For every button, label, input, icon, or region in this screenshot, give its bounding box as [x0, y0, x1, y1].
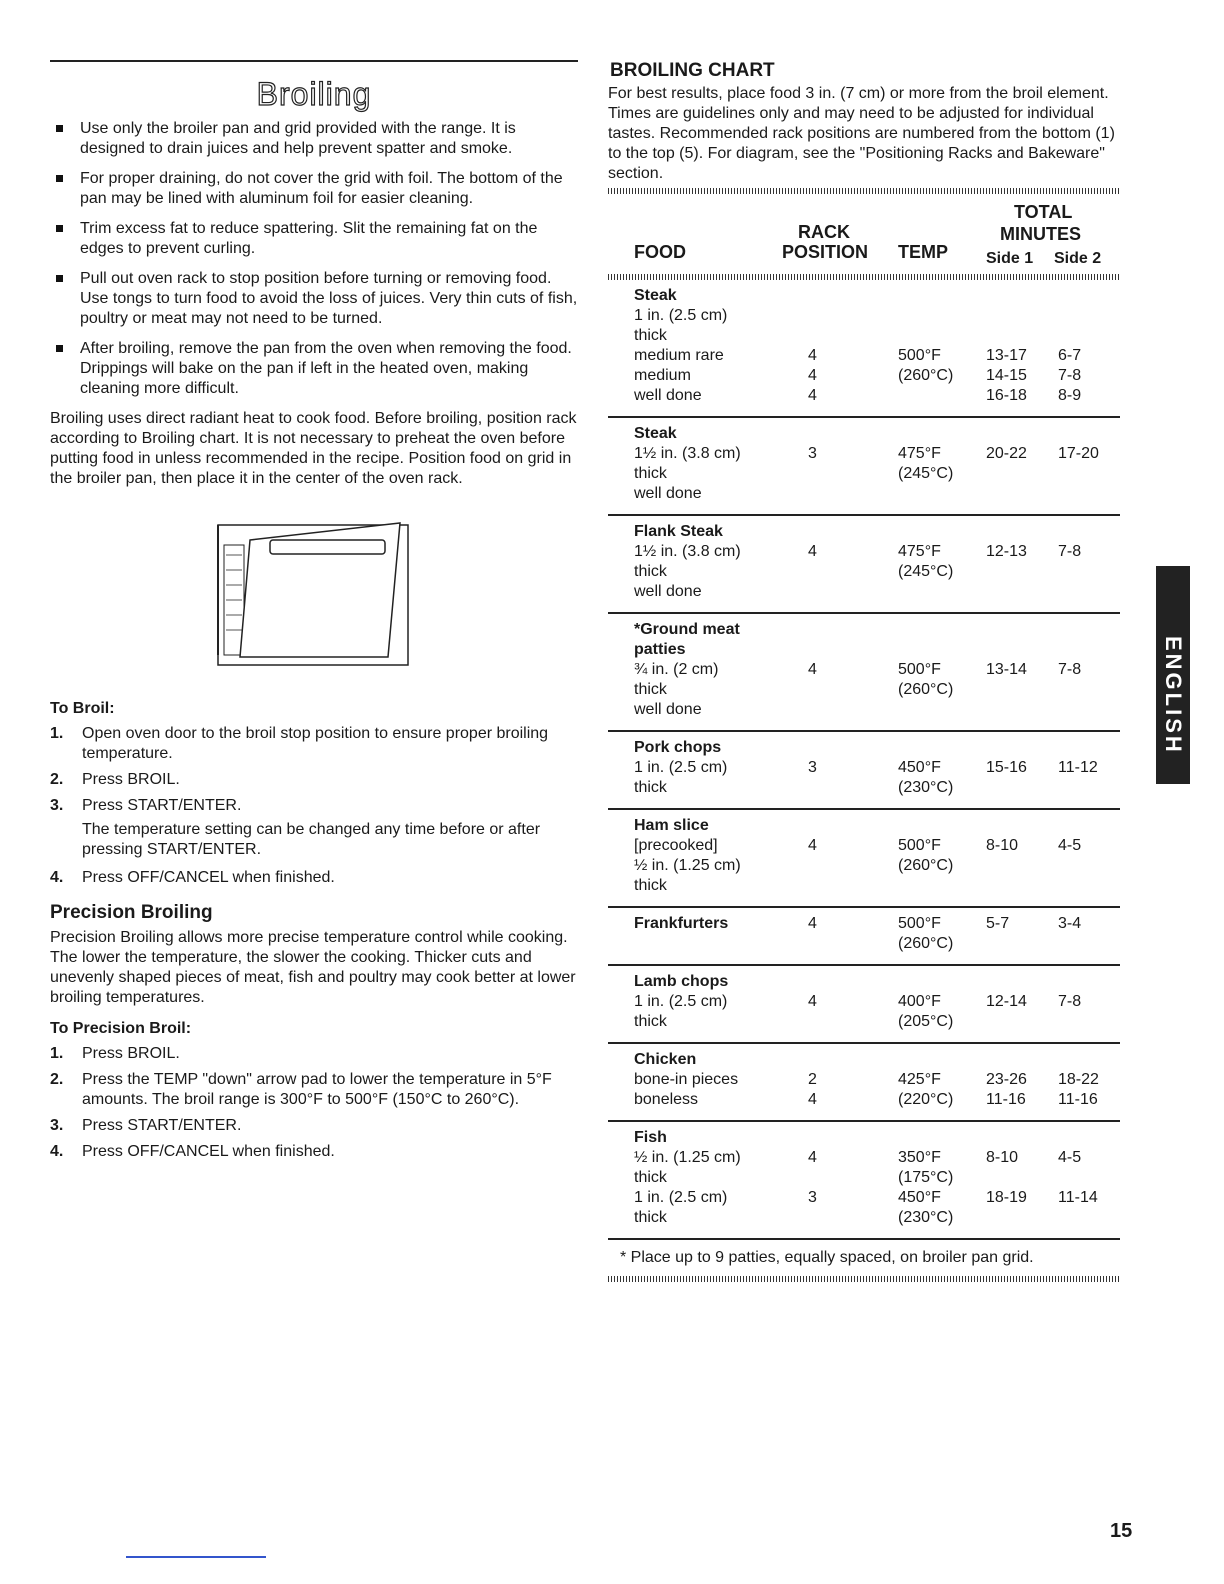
cell-food: thick: [634, 877, 667, 894]
cell-temp: (220°C): [898, 1091, 954, 1108]
food-group-name: patties: [634, 641, 686, 658]
cell-s1: 8-10: [986, 837, 1019, 854]
cell-rack: 4: [808, 1091, 817, 1108]
precision-broiling-heading: Precision Broiling: [50, 902, 213, 923]
cell-temp: 500°F: [898, 661, 941, 678]
cell-food: thick: [634, 563, 667, 580]
cell-s2: 7-8: [1058, 543, 1082, 560]
cell-rack: 4: [808, 1149, 817, 1166]
cell-temp: (260°C): [898, 857, 954, 874]
food-group: [608, 1042, 1120, 1120]
food-group-name: Steak: [634, 287, 677, 304]
header-temp: TEMP: [898, 242, 949, 262]
footer-line: [126, 1556, 266, 1558]
cell-food: thick: [634, 1013, 667, 1030]
bullet-square-icon: [56, 345, 63, 352]
chart-title: BROILING CHART: [610, 60, 775, 81]
cell-rack: 3: [808, 759, 817, 776]
table-row: [608, 992, 1120, 1012]
cell-temp: (245°C): [898, 563, 954, 580]
table-row: [608, 1148, 1120, 1168]
cell-s2: 7-8: [1058, 367, 1082, 384]
cell-food: medium: [634, 367, 691, 384]
food-group-name: Pork chops: [634, 739, 722, 756]
cell-s1: 16-18: [986, 387, 1027, 404]
cell-rack: 4: [808, 367, 817, 384]
food-group-name: Chicken: [634, 1051, 697, 1068]
cell-temp: (260°C): [898, 681, 954, 698]
food-group-name-row: [608, 522, 1120, 542]
cell-food: boneless: [634, 1091, 699, 1108]
food-group: [608, 416, 1120, 514]
cell-food: 1 in. (2.5 cm): [634, 1189, 728, 1206]
cell-temp: (230°C): [898, 1209, 954, 1226]
cell-temp: 500°F: [898, 347, 941, 364]
bullet-square-icon: [56, 275, 63, 282]
cell-temp: 400°F: [898, 993, 941, 1010]
cell-food: 1 in. (2.5 cm): [634, 307, 728, 324]
cell-s2: 18-22: [1058, 1071, 1099, 1088]
bullet-square-icon: [56, 125, 63, 132]
cell-temp: 500°F: [898, 915, 941, 932]
to-precision-broil-heading: To Precision Broil:: [50, 1020, 192, 1037]
food-group-name-row: [608, 286, 1120, 306]
table-row: [608, 306, 1120, 326]
cell-s1: 5-7: [986, 915, 1010, 932]
cell-rack: 4: [808, 993, 817, 1010]
cell-food: ¾ in. (2 cm): [634, 661, 719, 678]
cell-s2: 4-5: [1058, 837, 1082, 854]
cell-food: thick: [634, 779, 667, 796]
cell-rack: 2: [808, 1071, 817, 1088]
cell-s1: 13-14: [986, 661, 1027, 678]
cell-food: [precooked]: [634, 837, 718, 854]
cell-food: thick: [634, 1169, 667, 1186]
cell-temp: (260°C): [898, 367, 954, 384]
food-group-name-row: [608, 424, 1120, 444]
precision-broiling-text: Precision Broiling allows more precise temperature control while cooking. The lower the temperature, the slower the cooking. Thicker cuts and unevenly shaped pieces of meat, fish and poultry may cook better at lower broiling temperatures.: [50, 929, 576, 1006]
table-row: [608, 1012, 1120, 1032]
food-group-name: Flank Steak: [634, 523, 723, 540]
cell-s1: 15-16: [986, 759, 1027, 776]
food-group-name: Lamb chops: [634, 973, 729, 990]
chart-header: [608, 194, 1120, 274]
section-title: Broiling: [256, 76, 372, 112]
food-group-name: Ham slice: [634, 817, 709, 834]
food-group-name: Steak: [634, 425, 677, 442]
chart-intro: For best results, place food 3 in. (7 cm) or more from the broil element. Times are guidelines only and may need to be adjusted for individual tastes. Recommended rack positions are numbered from the bottom (1) to the top (5). For diagram, see the "Positioning Racks and Bakeware" section.: [608, 85, 1115, 182]
tip-item: Trim excess fat to reduce spattering. Slit the remaining fat on the edges to prevent curling.: [50, 219, 578, 259]
food-group-name-row: [608, 640, 1120, 660]
table-row: [608, 934, 1120, 954]
table-row: [608, 542, 1120, 562]
cell-food: well done: [634, 387, 702, 404]
cell-food: thick: [634, 1209, 667, 1226]
table-row: [608, 464, 1120, 484]
tip-item: For proper draining, do not cover the grid with foil. The bottom of the pan may be lined with aluminum foil for easier cleaning.: [50, 169, 578, 209]
bullet-square-icon: [56, 175, 63, 182]
broiling-chart: [608, 60, 1120, 1282]
cell-s1: 12-13: [986, 543, 1027, 560]
table-row: [608, 758, 1120, 778]
to-broil-steps: [50, 724, 578, 816]
cell-s2: 11-14: [1058, 1189, 1098, 1206]
food-group: [608, 964, 1120, 1042]
food-group: [608, 612, 1120, 730]
table-row: [608, 1168, 1120, 1188]
bullet-square-icon: [56, 225, 63, 232]
table-row: [608, 386, 1120, 406]
cell-food: 1½ in. (3.8 cm): [634, 445, 741, 462]
cell-temp: 450°F: [898, 1189, 941, 1206]
cell-rack: 4: [808, 837, 817, 854]
cell-temp: 350°F: [898, 1149, 941, 1166]
cell-food: medium rare: [634, 347, 724, 364]
table-row: [608, 582, 1120, 602]
cell-food: well done: [634, 485, 702, 502]
food-group: [608, 730, 1120, 808]
table-row: [608, 346, 1120, 366]
table-row: [608, 836, 1120, 856]
cell-temp: (175°C): [898, 1169, 954, 1186]
table-row: [608, 1090, 1120, 1110]
table-row: [608, 1208, 1120, 1228]
header-total: TOTAL: [1014, 202, 1073, 222]
table-row: [608, 876, 1120, 896]
step-item: 1. Press BROIL.: [50, 1045, 180, 1062]
header-side-1: Side 1: [986, 250, 1034, 267]
step-item: 4. Press OFF/CANCEL when finished.: [50, 1143, 335, 1160]
step-item: 3. Press START/ENTER.: [50, 797, 242, 814]
cell-temp: (205°C): [898, 1013, 954, 1030]
cell-s1: 8-10: [986, 1149, 1019, 1166]
header-position: POSITION: [782, 242, 869, 262]
header-minutes: MINUTES: [1000, 224, 1081, 244]
table-row: [608, 680, 1120, 700]
cell-temp: 475°F: [898, 543, 941, 560]
cell-s1: 14-15: [986, 367, 1027, 384]
cell-rack: 4: [808, 347, 817, 364]
food-group-name: *Ground meat: [634, 621, 740, 638]
cell-temp: (245°C): [898, 465, 954, 482]
cell-s1: 23-26: [986, 1071, 1027, 1088]
cell-food: 1½ in. (3.8 cm): [634, 543, 741, 560]
precision-broil-steps: [50, 1044, 578, 1162]
table-row: [608, 562, 1120, 582]
cell-s1: 13-17: [986, 347, 1027, 364]
cell-food: 1 in. (2.5 cm): [634, 993, 728, 1010]
tip-item: After broiling, remove the pan from the oven when removing the food. Drippings will bake on the pan if left in the heated oven, making cleaning more difficult.: [50, 339, 578, 399]
side-tab-label: ENGLISH: [1161, 636, 1186, 755]
cell-temp: (230°C): [898, 779, 954, 796]
cell-temp: 425°F: [898, 1071, 941, 1088]
to-broil-heading: To Broil:: [50, 700, 115, 717]
cell-s2: 17-20: [1058, 445, 1099, 462]
food-group-name: Fish: [634, 1129, 667, 1146]
table-row: [608, 326, 1120, 346]
cell-temp: (260°C): [898, 935, 954, 952]
cell-s2: 7-8: [1058, 661, 1082, 678]
table-row: [608, 856, 1120, 876]
tip-item: Use only the broiler pan and grid provided with the range. It is designed to drain juices and help prevent spatter and smoke.: [50, 119, 578, 159]
to-broil-note: The temperature setting can be changed any time before or after pressing START/ENTER.: [82, 821, 541, 858]
cell-s2: 11-12: [1058, 759, 1098, 776]
cell-food: Frankfurters: [634, 915, 729, 932]
cell-s2: 6-7: [1058, 347, 1082, 364]
table-row: [608, 700, 1120, 720]
cell-s2: 8-9: [1058, 387, 1082, 404]
table-row: [608, 366, 1120, 386]
hatch-rule: [608, 1276, 1120, 1282]
cell-rack: 4: [808, 915, 817, 932]
page-number: 15: [1110, 1520, 1133, 1542]
cell-rack: 4: [808, 661, 817, 678]
oven-door-broil-stop-illustration: [210, 515, 430, 675]
step-item: 2. Press BROIL.: [50, 771, 180, 788]
cell-rack: 3: [808, 1189, 817, 1206]
cell-food: ½ in. (1.25 cm): [634, 1149, 741, 1166]
table-row: [608, 484, 1120, 504]
header-food: FOOD: [634, 242, 686, 262]
cell-food: thick: [634, 681, 667, 698]
food-group: [608, 1120, 1120, 1238]
cell-food: bone-in pieces: [634, 1071, 739, 1088]
food-group-name-row: [608, 972, 1120, 992]
step-item: 4. Press OFF/CANCEL when finished.: [50, 869, 335, 886]
cell-temp: 500°F: [898, 837, 941, 854]
food-group-name-row: [608, 738, 1120, 758]
broiling-section: [50, 60, 578, 1168]
top-rule: [50, 60, 578, 62]
table-row: [608, 660, 1120, 680]
cell-rack: 4: [808, 543, 817, 560]
cell-s1: 20-22: [986, 445, 1027, 462]
cell-rack: 3: [808, 445, 817, 462]
chart-footnote: * Place up to 9 patties, equally spaced, on broiler pan grid.: [608, 1238, 1120, 1268]
step-item: 1. Open oven door to the broil stop position to ensure proper broiling temperature.: [50, 725, 549, 762]
cell-s2: 11-16: [1058, 1091, 1098, 1108]
cell-s2: 4-5: [1058, 1149, 1082, 1166]
food-group-name-row: [608, 1050, 1120, 1070]
header-rack: RACK: [798, 222, 850, 242]
broiling-intro: Broiling uses direct radiant heat to cook food. Before broiling, position rack according to Broiling chart. It is not necessary to preheat the oven before putting food in unless recommended in the recipe. Position food on grid in the broiler pan, then place it in the center of the oven rack.: [50, 410, 577, 487]
cell-s1: 12-14: [986, 993, 1027, 1010]
step-item: 3. Press START/ENTER.: [50, 1117, 242, 1134]
cell-s1: 11-16: [986, 1091, 1026, 1108]
food-group-name-row: [608, 816, 1120, 836]
cell-food: well done: [634, 583, 702, 600]
table-row: [608, 1070, 1120, 1090]
cell-s2: 3-4: [1058, 915, 1082, 932]
cell-food: thick: [634, 465, 667, 482]
cell-food: well done: [634, 701, 702, 718]
table-row: [608, 778, 1120, 798]
cell-rack: 4: [808, 387, 817, 404]
to-broil-step-4: [50, 868, 578, 888]
food-group-name-row: [608, 1128, 1120, 1148]
table-row: [608, 1188, 1120, 1208]
food-group: [608, 808, 1120, 906]
cell-food: 1 in. (2.5 cm): [634, 759, 728, 776]
food-group: [608, 906, 1120, 964]
cell-temp: 450°F: [898, 759, 941, 776]
cell-temp: 475°F: [898, 445, 941, 462]
cell-food: thick: [634, 327, 667, 344]
header-side-2: Side 2: [1054, 250, 1102, 267]
table-row: [608, 914, 1120, 934]
food-group-name-row: [608, 620, 1120, 640]
table-row: [608, 444, 1120, 464]
tips-list: [50, 119, 578, 399]
cell-food: ½ in. (1.25 cm): [634, 857, 741, 874]
food-group: [608, 280, 1120, 416]
chart-body: [608, 280, 1120, 1238]
tip-item: Pull out oven rack to stop position before turning or removing food. Use tongs to turn food to avoid the loss of juices. Very thin cuts of fish, poultry or meat may not need to be turned.: [50, 269, 578, 329]
cell-s2: 7-8: [1058, 993, 1082, 1010]
food-group: [608, 514, 1120, 612]
step-item: 2. Press the TEMP "down" arrow pad to lower the temperature in 5°F amounts. The broil range is 300°F to 500°F (150°C to 260°C).: [50, 1071, 552, 1108]
cell-s1: 18-19: [986, 1189, 1027, 1206]
